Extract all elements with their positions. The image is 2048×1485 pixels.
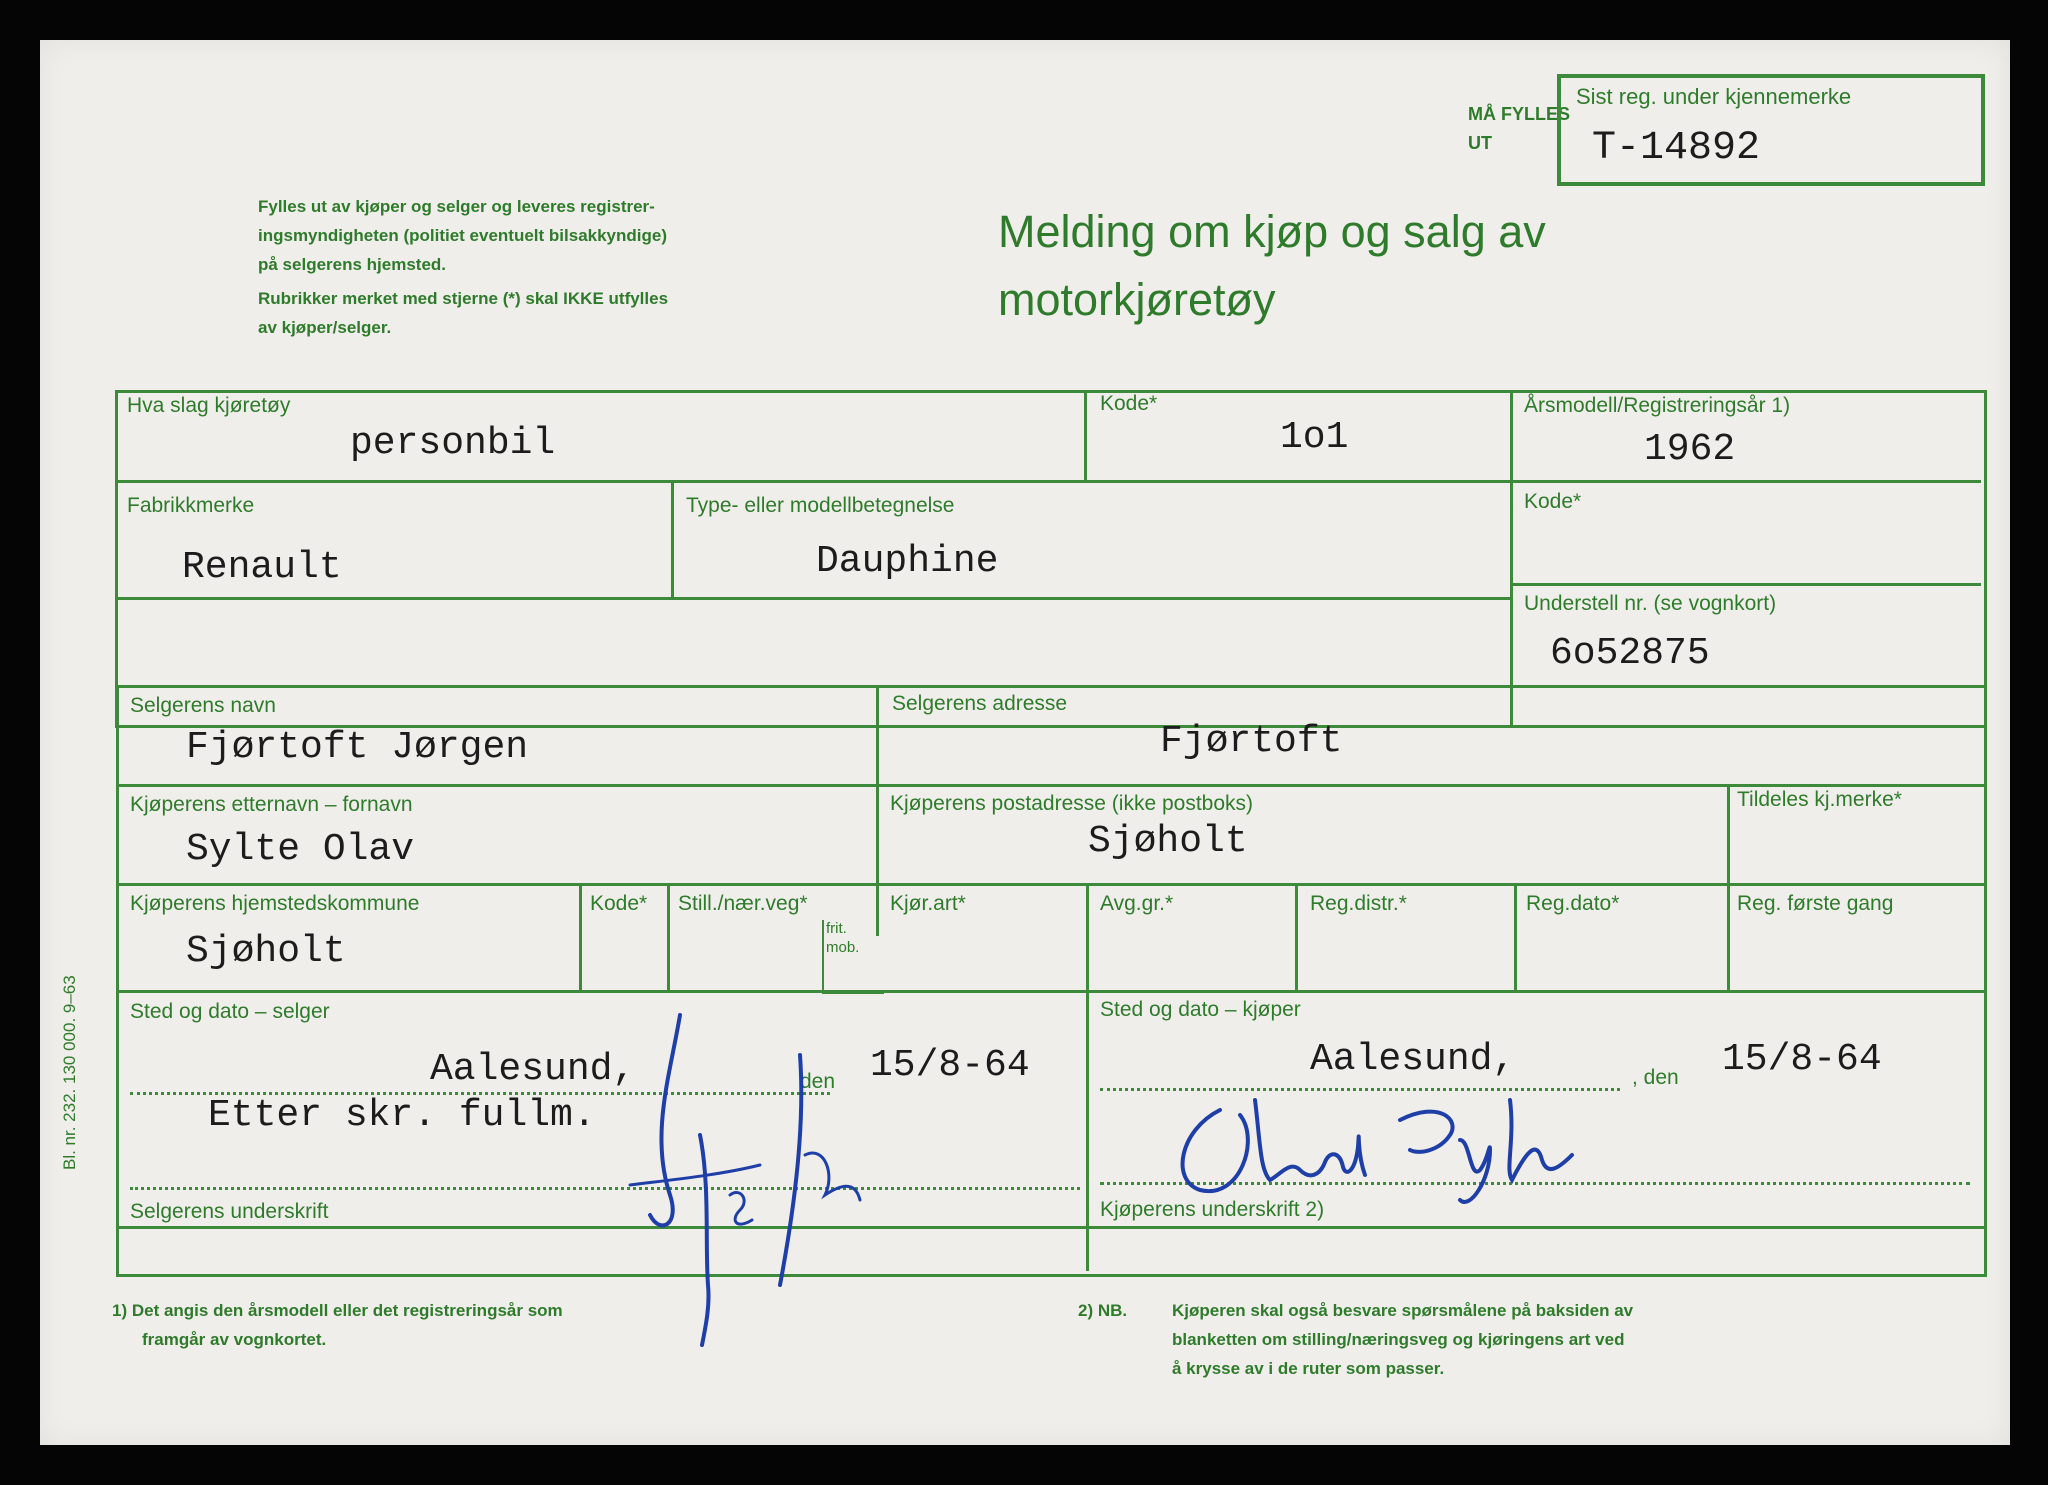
kode2-label: Kode* (1524, 490, 1582, 513)
divider (1510, 390, 1513, 725)
chassis-value: 6o52875 (1550, 632, 1710, 675)
model-value: Dauphine (816, 540, 999, 583)
regdato-label: Reg.dato* (1526, 892, 1620, 915)
buyer-signature-scribble (1160, 1080, 1640, 1220)
instructions-line: på selgerens hjemsted. (258, 255, 447, 274)
tildeles-label: Tildeles kj.merke* (1737, 788, 1902, 811)
chassis-label: Understell nr. (se vognkort) (1524, 592, 1777, 615)
frit-label: frit. (826, 920, 847, 937)
buyer-address-value: Sjøholt (1088, 820, 1248, 863)
buyer-name-value: Sylte Olav (186, 828, 415, 871)
footnote-line: 1) Det angis den årsmodell eller det registreringsår som (112, 1301, 563, 1320)
divider (1295, 883, 1298, 991)
buyer-name-label: Kjøperens etternavn – fornavn (130, 793, 413, 816)
buyer-date-value: 15/8-64 (1722, 1038, 1882, 1081)
buyer-place-label: Sted og dato – kjøper (1100, 998, 1301, 1021)
divider (1086, 883, 1089, 991)
kode-value: 1o1 (1280, 416, 1349, 459)
divider (116, 990, 1984, 993)
divider (1086, 1226, 1984, 1229)
divider (1084, 390, 1087, 481)
footnote-2-number: 2) NB. (1078, 1301, 1128, 1320)
instructions-line: av kjøper/selger. (258, 318, 392, 337)
divider (116, 784, 1984, 787)
instructions-line: Rubrikker merket med stjerne (*) skal IKKE utfylles (258, 289, 669, 308)
divider (667, 883, 670, 991)
seller-address-value: Fjørtoft (1160, 720, 1343, 763)
instructions-line: ingsmyndigheten (politiet eventuelt bilsakkyndige) (258, 226, 668, 245)
year-label: Årsmodell/Registreringsår 1) (1524, 394, 1791, 417)
buyer-den-label: , den (1632, 1066, 1679, 1089)
avggr-label: Avg.gr.* (1100, 892, 1174, 915)
form-title-line: motorkjøretøy (998, 274, 1276, 325)
sist-reg-label: Sist reg. under kjennemerke (1576, 84, 1852, 109)
kjorart-label: Kjør.art* (890, 892, 966, 915)
regforste-label: Reg. første gang (1737, 892, 1894, 915)
mob-label: mob. (826, 939, 860, 956)
ma-fylles-ut-label: UT (1468, 133, 1492, 153)
seller-place-value: Aalesund, (430, 1048, 636, 1091)
instructions-line: Fylles ut av kjøper og selger og leveres registrer- (258, 197, 655, 216)
divider (579, 883, 582, 991)
make-label: Fabrikkmerke (127, 494, 255, 517)
municipality-label: Kjøperens hjemstedskommune (130, 892, 420, 915)
divider (1510, 583, 1981, 586)
model-label: Type- eller modellbetegnelse (686, 494, 955, 517)
footnote-2 (1172, 1296, 1633, 1383)
divider (1514, 883, 1517, 991)
seller-name-value: Fjørtoft Jørgen (186, 726, 529, 769)
seller-name-label: Selgerens navn (130, 694, 276, 717)
seller-signature-label: Selgerens underskrift (130, 1200, 329, 1223)
footnote-line: blanketten om stilling/næringsveg og kjøringens art ved (1172, 1330, 1625, 1349)
seller-den-label: den (800, 1070, 836, 1093)
divider (115, 597, 1511, 600)
divider (115, 480, 1595, 483)
buyer-signature-label: Kjøperens underskrift 2) (1100, 1198, 1325, 1221)
still-label: Still./nær.veg* (678, 892, 808, 915)
form-title (998, 202, 1546, 330)
form-title-line: Melding om kjøp og salg av (998, 206, 1546, 257)
footnote-line: å krysse av i de ruter som passer. (1172, 1359, 1445, 1378)
divider (1727, 784, 1730, 990)
seller-note: Etter skr. fullm. (208, 1094, 596, 1137)
instructions-block (258, 192, 668, 342)
form-sheet (40, 40, 2010, 1445)
make-value: Renault (182, 546, 342, 589)
footnote-1 (112, 1296, 563, 1354)
divider (671, 480, 674, 600)
seller-signature-scribble (610, 985, 970, 1355)
form-number: Bl. nr. 232. 130 000. 9–63 (60, 975, 79, 1170)
ma-fylles-label: MÅ FYLLES (1468, 104, 1570, 124)
seller-date-value: 15/8-64 (870, 1044, 1030, 1087)
buyer-place-value: Aalesund, (1310, 1038, 1516, 1081)
buyer-address-label: Kjøperens postadresse (ikke postboks) (890, 792, 1253, 815)
municipality-value: Sjøholt (186, 930, 346, 973)
kode-label: Kode* (1100, 392, 1158, 415)
footnote-line: framgår av vognkortet. (142, 1330, 327, 1349)
vehicle-type-value: personbil (350, 422, 556, 465)
divider (1510, 480, 1981, 483)
footnote-line: Kjøperen skal også besvare spørsmålene på baksiden av (1172, 1301, 1634, 1320)
regdistr-label: Reg.distr.* (1310, 892, 1407, 915)
seller-address-label: Selgerens adresse (892, 692, 1068, 715)
kode3-label: Kode* (590, 892, 648, 915)
divider (116, 883, 1984, 886)
divider (876, 685, 879, 936)
seller-place-label: Sted og dato – selger (130, 1000, 330, 1023)
sist-reg-value: T-14892 (1592, 126, 1761, 171)
vehicle-type-label: Hva slag kjøretøy (127, 394, 291, 417)
year-value: 1962 (1644, 428, 1736, 471)
